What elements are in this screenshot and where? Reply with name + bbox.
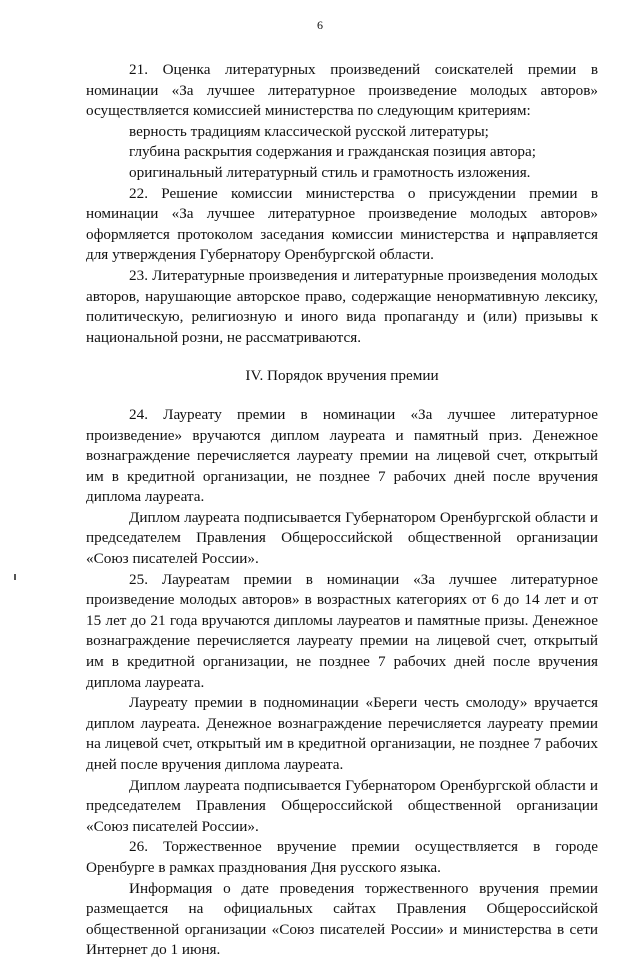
paragraph-23: 23. Литературные произведения и литературные произведения молодых авторов, нарушающие авторское право, содержащие ненормативную лексику, политическую, религиозную и иного вида пропаганду и (или) призывы к национальной розни, не рассматриваются. <box>86 266 598 346</box>
paragraph-21: 21. Оценка литературных произведений соискателей премии в номинации «За лучшее литературное произведение молодых авторов» осуществляется комиссией министерства по следующим критериям: <box>86 61 598 120</box>
criterion-item: глубина раскрытия содержания и гражданская позиция автора; <box>129 143 536 161</box>
paragraph-25: 25. Лауреатам премии в номинации «За лучшее литературное произведение молодых авторов» в возрастных категориях от 6 до 14 лет и от 15 лет до 21 года вручаются дипломы лауреатов и памятные призы. Денежное вознаграждение перечисляется лауреату премии на лицевой счет, открытый им в кредитной организации, не позднее 7 рабочих дней после вручения диплома лауреата. <box>86 570 598 691</box>
paragraph-diploma-signature: Диплом лауреата подписывается Губернатором Оренбургской области и председателем Правления Общероссийской общественной организации «Союз писателей России». <box>86 508 598 568</box>
page-number: 6 <box>317 18 323 32</box>
paragraph-information: Информация о дате проведения торжественного вручения премии размещается на официальных сайтах Правления Общероссийской общественной организации «Союз писателей России» и министерства в сети Интернет до 1 июня. <box>86 879 598 959</box>
paragraph-subnomination: Лауреату премии в подноминации «Береги честь смолоду» вручается диплом лауреата. Денежное вознаграждение перечисляется лауреату премии на лицевой счет, открытый им в кредитной организации, не позднее 7 рабочих дней после вручения диплома лауреата. <box>86 694 598 773</box>
document-body <box>86 60 598 961</box>
criterion-item: оригинальный литературный стиль и грамотность изложения. <box>129 163 531 181</box>
paragraph-22: 22. Решение комиссии министерства о присуждении премии в номинации «За лучшее литературное произведение молодых авторов» оформляется протоколом заседания комиссии министерства и направляется для утверждения Губернатору Оренбургской области. <box>86 184 598 264</box>
paragraph-24: 24. Лауреату премии в номинации «За лучшее литературное произведение» вручаются диплом лауреата и памятный приз. Денежное вознаграждение перечисляется лауреату премии на лицевой счет, открытый им в кредитной организации, не позднее 7 рабочих дней после вручения диплома лауреата. <box>86 405 598 506</box>
criterion-item: верность традициям классической русской литературы; <box>129 122 489 140</box>
paragraph-diploma-signature: Диплом лауреата подписывается Губернатором Оренбургской области и председателем Правления Общероссийской общественной организации «Союз писателей России». <box>86 776 598 835</box>
scan-mark <box>14 574 16 580</box>
section-heading: IV. Порядок вручения премии <box>245 367 439 385</box>
paragraph-26: 26. Торжественное вручение премии осуществляется в городе Оренбурге в рамках празднования Дня русского языка. <box>86 838 598 876</box>
